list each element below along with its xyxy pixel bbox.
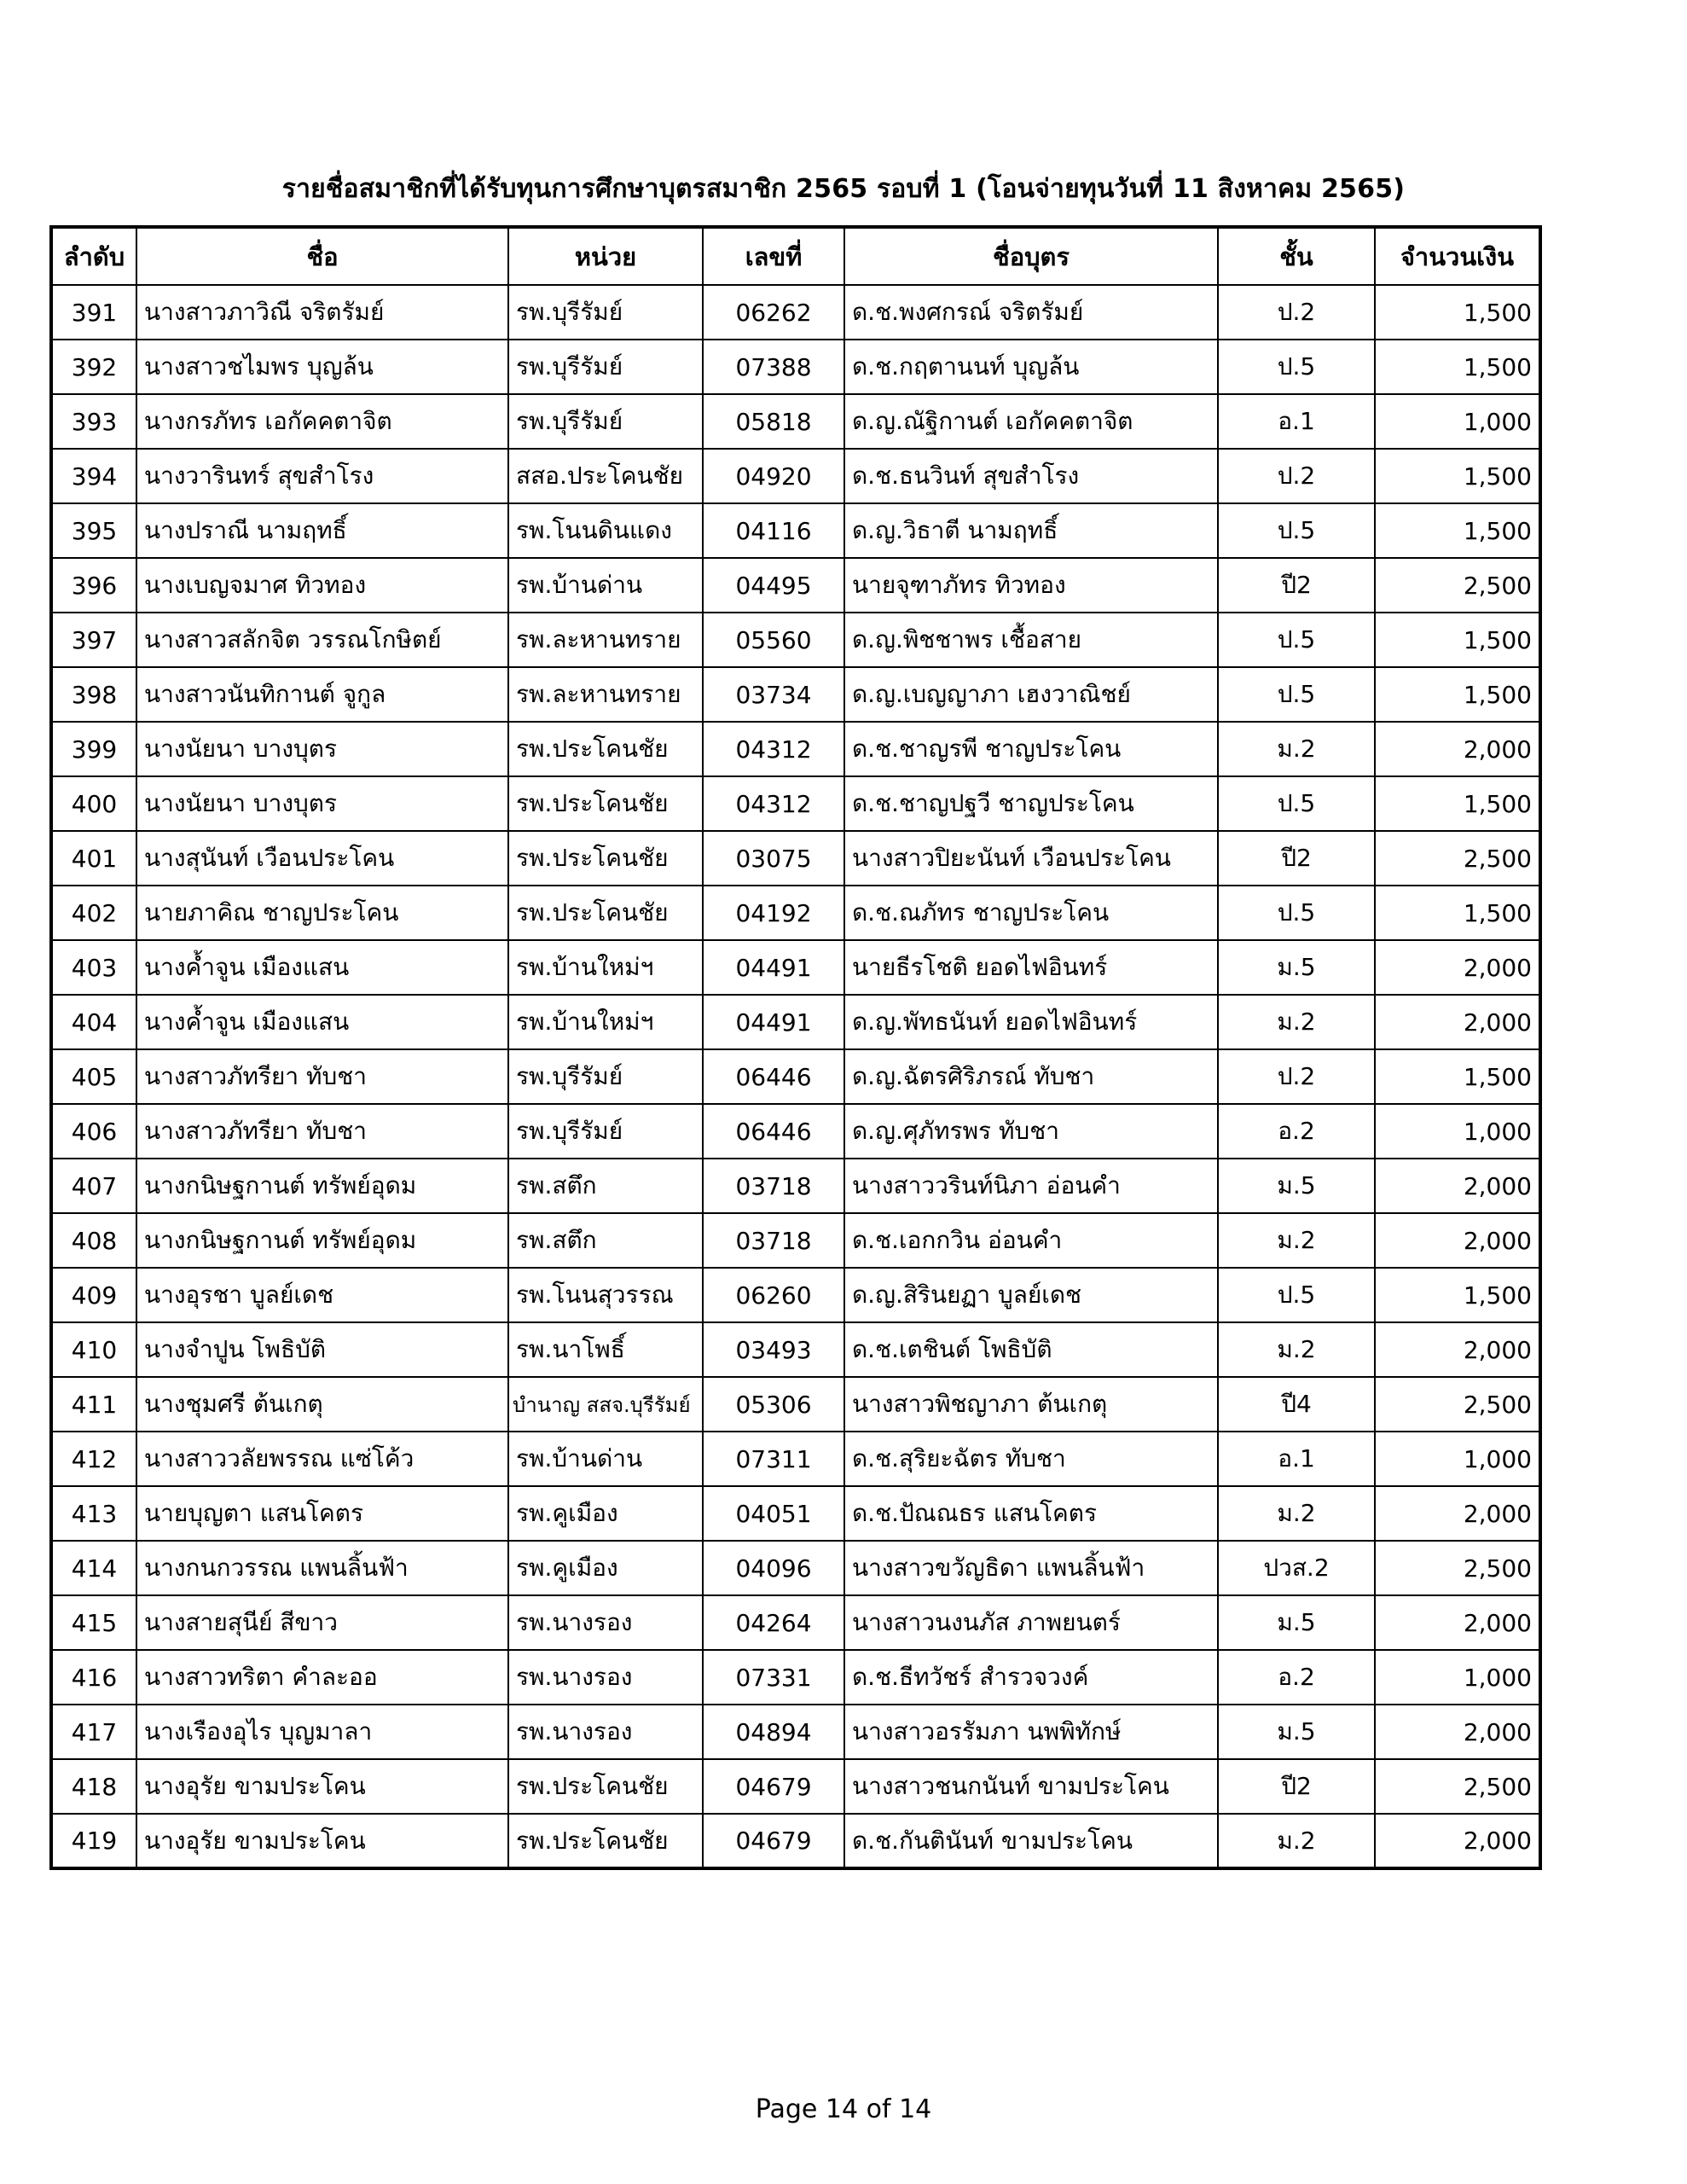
cell-grade: ป.5 (1218, 613, 1375, 667)
table-row (51, 831, 1540, 886)
cell-seq: 412 (51, 1432, 136, 1486)
cell-unit: บำนาญ สสจ.บุรีรัมย์ (508, 1377, 703, 1432)
cell-amount: 1,500 (1375, 285, 1540, 340)
cell-grade: ม.5 (1218, 1159, 1375, 1213)
cell-member-name: นางจำปูน โพธิบัติ (136, 1322, 508, 1377)
cell-child-name: ด.ช.พงศกรณ์ จริตรัมย์ (844, 285, 1218, 340)
cell-child-name: นางสาวปิยะนันท์ เวือนประโคน (844, 831, 1218, 886)
cell-member-name: นางสาวสลักจิต วรรณโกษิตย์ (136, 613, 508, 667)
cell-amount: 1,500 (1375, 613, 1540, 667)
header-seq: ลำดับ (51, 227, 136, 285)
cell-amount: 2,500 (1375, 1759, 1540, 1814)
cell-unit: รพ.นางรอง (508, 1705, 703, 1759)
table-row (51, 285, 1540, 340)
cell-seq: 413 (51, 1486, 136, 1541)
cell-amount: 1,500 (1375, 776, 1540, 831)
table-header-row (51, 227, 1540, 285)
cell-unit: รพ.โนนดินแดง (508, 503, 703, 558)
cell-seq: 396 (51, 558, 136, 613)
cell-unit: รพ.ประโคนชัย (508, 1814, 703, 1868)
cell-seq: 407 (51, 1159, 136, 1213)
cell-unit: รพ.ประโคนชัย (508, 886, 703, 940)
cell-member-name: นางอุรัย ขามประโคน (136, 1759, 508, 1814)
cell-grade: ป.5 (1218, 340, 1375, 394)
cell-member-number: 04679 (703, 1759, 844, 1814)
cell-member-name: นางเรืองอุไร บุญมาลา (136, 1705, 508, 1759)
cell-member-name: นางกรภัทร เอกัคคตาจิต (136, 394, 508, 449)
cell-unit: รพ.สตึก (508, 1159, 703, 1213)
header-amount: จำนวนเงิน (1375, 227, 1540, 285)
cell-grade: ม.2 (1218, 1322, 1375, 1377)
cell-member-name: นางสายสุนีย์ สีขาว (136, 1595, 508, 1650)
table-row (51, 1541, 1540, 1595)
cell-member-number: 04051 (703, 1486, 844, 1541)
cell-member-name: นางกนกวรรณ แพนลิ้นฟ้า (136, 1541, 508, 1595)
cell-grade: ป.2 (1218, 449, 1375, 503)
cell-amount: 1,500 (1375, 1268, 1540, 1322)
cell-grade: อ.2 (1218, 1650, 1375, 1705)
cell-seq: 419 (51, 1814, 136, 1868)
cell-member-name: นางชุมศรี ต้นเกตุ (136, 1377, 508, 1432)
cell-member-number: 04192 (703, 886, 844, 940)
cell-child-name: ด.ญ.ฉัตรศิริภรณ์ ทับชา (844, 1049, 1218, 1104)
table-row (51, 558, 1540, 613)
cell-unit: รพ.ประโคนชัย (508, 1759, 703, 1814)
cell-member-name: นางอุรัย ขามประโคน (136, 1814, 508, 1868)
cell-seq: 398 (51, 667, 136, 722)
cell-amount: 2,000 (1375, 1814, 1540, 1868)
cell-grade: ป.5 (1218, 886, 1375, 940)
cell-unit: รพ.บ้านด่าน (508, 1432, 703, 1486)
cell-unit: รพ.บ้านใหม่ฯ (508, 995, 703, 1049)
cell-seq: 416 (51, 1650, 136, 1705)
cell-amount: 1,500 (1375, 1049, 1540, 1104)
cell-child-name: ด.ญ.พัทธนันท์ ยอดไฟอินทร์ (844, 995, 1218, 1049)
cell-amount: 2,000 (1375, 1213, 1540, 1268)
cell-unit: รพ.บ้านใหม่ฯ (508, 940, 703, 995)
table-row (51, 340, 1540, 394)
cell-child-name: นางสาวขวัญธิดา แพนลิ้นฟ้า (844, 1541, 1218, 1595)
cell-unit: รพ.คูเมือง (508, 1486, 703, 1541)
cell-unit: สสอ.ประโคนชัย (508, 449, 703, 503)
cell-amount: 1,500 (1375, 340, 1540, 394)
cell-child-name: นางสาวอรรัมภา นพพิทักษ์ (844, 1705, 1218, 1759)
cell-member-number: 04096 (703, 1541, 844, 1595)
cell-member-number: 03718 (703, 1213, 844, 1268)
cell-amount: 2,500 (1375, 558, 1540, 613)
cell-grade: ปวส.2 (1218, 1541, 1375, 1595)
cell-amount: 2,500 (1375, 1541, 1540, 1595)
table-row (51, 613, 1540, 667)
cell-member-number: 07311 (703, 1432, 844, 1486)
table-row (51, 1049, 1540, 1104)
table-row (51, 1159, 1540, 1213)
cell-seq: 415 (51, 1595, 136, 1650)
cell-member-number: 06262 (703, 285, 844, 340)
cell-member-number: 07388 (703, 340, 844, 394)
cell-grade: ม.2 (1218, 1213, 1375, 1268)
cell-child-name: ด.ช.ธนวินท์ สุขสำโรง (844, 449, 1218, 503)
cell-amount: 2,000 (1375, 1486, 1540, 1541)
cell-seq: 408 (51, 1213, 136, 1268)
cell-seq: 394 (51, 449, 136, 503)
cell-child-name: นางสาวชนกนันท์ ขามประโคน (844, 1759, 1218, 1814)
cell-child-name: ด.ญ.สิรินยฏา บูลย์เดช (844, 1268, 1218, 1322)
cell-unit: รพ.บุรีรัมย์ (508, 1049, 703, 1104)
cell-member-name: นางนัยนา บางบุตร (136, 776, 508, 831)
table-row (51, 394, 1540, 449)
cell-grade: ม.2 (1218, 1814, 1375, 1868)
cell-member-number: 04679 (703, 1814, 844, 1868)
cell-seq: 401 (51, 831, 136, 886)
cell-unit: รพ.นางรอง (508, 1595, 703, 1650)
table-row (51, 1759, 1540, 1814)
cell-member-number: 06446 (703, 1104, 844, 1159)
cell-grade: ป.2 (1218, 285, 1375, 340)
cell-child-name: ด.ช.กันตินันท์ ขามประโคน (844, 1814, 1218, 1868)
table-row (51, 1377, 1540, 1432)
cell-member-name: นางสาววลัยพรรณ แซ่โค้ว (136, 1432, 508, 1486)
cell-member-name: นายบุญตา แสนโคตร (136, 1486, 508, 1541)
cell-seq: 392 (51, 340, 136, 394)
cell-unit: รพ.คูเมือง (508, 1541, 703, 1595)
cell-child-name: นางสาวนงนภัส ภาพยนตร์ (844, 1595, 1218, 1650)
cell-unit: รพ.ประโคนชัย (508, 776, 703, 831)
cell-member-number: 04495 (703, 558, 844, 613)
cell-seq: 405 (51, 1049, 136, 1104)
table-row (51, 1104, 1540, 1159)
cell-seq: 402 (51, 886, 136, 940)
table-row (51, 1595, 1540, 1650)
table-row (51, 722, 1540, 776)
cell-amount: 1,000 (1375, 1432, 1540, 1486)
cell-unit: รพ.ละหานทราย (508, 613, 703, 667)
cell-unit: รพ.บุรีรัมย์ (508, 394, 703, 449)
table-row (51, 1486, 1540, 1541)
table-row (51, 1705, 1540, 1759)
cell-amount: 2,000 (1375, 1322, 1540, 1377)
table-row (51, 1650, 1540, 1705)
header-number: เลขที่ (703, 227, 844, 285)
cell-amount: 1,000 (1375, 1104, 1540, 1159)
cell-child-name: ด.ญ.เบญญาภา เฮงวาณิชย์ (844, 667, 1218, 722)
cell-amount: 2,000 (1375, 995, 1540, 1049)
cell-grade: ม.5 (1218, 1705, 1375, 1759)
cell-child-name: นางสาวพิชญาภา ต้นเกตุ (844, 1377, 1218, 1432)
cell-grade: อ.1 (1218, 394, 1375, 449)
cell-seq: 409 (51, 1268, 136, 1322)
cell-member-name: นางค้ำจูน เมืองแสน (136, 940, 508, 995)
cell-grade: อ.2 (1218, 1104, 1375, 1159)
table-row (51, 940, 1540, 995)
cell-seq: 400 (51, 776, 136, 831)
cell-child-name: นางสาววรินท์นิภา อ่อนคำ (844, 1159, 1218, 1213)
cell-grade: ป.2 (1218, 1049, 1375, 1104)
cell-amount: 2,500 (1375, 831, 1540, 886)
cell-child-name: ด.ญ.พิชชาพร เชื้อสาย (844, 613, 1218, 667)
cell-child-name: ด.ญ.ศุภัทรพร ทับชา (844, 1104, 1218, 1159)
scholarship-table (49, 225, 1542, 1870)
header-unit: หน่วย (508, 227, 703, 285)
cell-amount: 1,500 (1375, 667, 1540, 722)
cell-member-name: นางสาวทริตา คำละออ (136, 1650, 508, 1705)
table-row (51, 449, 1540, 503)
cell-seq: 393 (51, 394, 136, 449)
cell-member-number: 07331 (703, 1650, 844, 1705)
table-row (51, 995, 1540, 1049)
cell-amount: 2,000 (1375, 722, 1540, 776)
cell-child-name: ด.ช.ปัณณธร แสนโคตร (844, 1486, 1218, 1541)
cell-seq: 395 (51, 503, 136, 558)
cell-member-name: นางสาวภาวิณี จริตรัมย์ (136, 285, 508, 340)
cell-seq: 406 (51, 1104, 136, 1159)
cell-grade: ปี2 (1218, 831, 1375, 886)
cell-member-number: 04894 (703, 1705, 844, 1759)
cell-unit: รพ.บุรีรัมย์ (508, 1104, 703, 1159)
cell-grade: ป.5 (1218, 503, 1375, 558)
cell-member-number: 03075 (703, 831, 844, 886)
cell-unit: รพ.บุรีรัมย์ (508, 340, 703, 394)
cell-unit: รพ.ละหานทราย (508, 667, 703, 722)
cell-member-number: 05306 (703, 1377, 844, 1432)
cell-member-number: 04312 (703, 722, 844, 776)
cell-amount: 2,500 (1375, 1377, 1540, 1432)
cell-unit: รพ.นาโพธิ์ (508, 1322, 703, 1377)
cell-amount: 2,000 (1375, 940, 1540, 995)
cell-grade: ปี2 (1218, 1759, 1375, 1814)
cell-member-name: นางปราณี นามฤทธิ์ (136, 503, 508, 558)
cell-member-name: นางสาวนันทิกานต์ จูกูล (136, 667, 508, 722)
cell-member-name: นายภาคิณ ชาญประโคน (136, 886, 508, 940)
cell-member-name: นางเบญจมาศ ทิวทอง (136, 558, 508, 613)
cell-unit: รพ.สตึก (508, 1213, 703, 1268)
cell-grade: ม.2 (1218, 722, 1375, 776)
cell-grade: ปี2 (1218, 558, 1375, 613)
cell-grade: ม.2 (1218, 1486, 1375, 1541)
cell-member-number: 03718 (703, 1159, 844, 1213)
header-name: ชื่อ (136, 227, 508, 285)
table-row (51, 886, 1540, 940)
table-row (51, 1814, 1540, 1868)
cell-member-name: นางสาวภัทรียา ทับชา (136, 1049, 508, 1104)
cell-member-number: 04264 (703, 1595, 844, 1650)
cell-amount: 1,500 (1375, 503, 1540, 558)
cell-unit: รพ.ประโคนชัย (508, 722, 703, 776)
cell-child-name: ด.ช.เตชินต์ โพธิบัติ (844, 1322, 1218, 1377)
table-row (51, 1268, 1540, 1322)
cell-grade: ป.5 (1218, 667, 1375, 722)
cell-seq: 397 (51, 613, 136, 667)
cell-member-number: 04920 (703, 449, 844, 503)
cell-member-number: 03734 (703, 667, 844, 722)
table-row (51, 1322, 1540, 1377)
cell-amount: 2,000 (1375, 1705, 1540, 1759)
cell-amount: 1,000 (1375, 1650, 1540, 1705)
cell-grade: อ.1 (1218, 1432, 1375, 1486)
cell-unit: รพ.โนนสุวรรณ (508, 1268, 703, 1322)
cell-grade: ป.5 (1218, 776, 1375, 831)
cell-seq: 417 (51, 1705, 136, 1759)
cell-amount: 1,000 (1375, 394, 1540, 449)
table-row (51, 1213, 1540, 1268)
cell-unit: รพ.บ้านด่าน (508, 558, 703, 613)
cell-child-name: ด.ช.กฤตานนท์ บุญล้น (844, 340, 1218, 394)
cell-grade: ม.5 (1218, 1595, 1375, 1650)
cell-child-name: ด.ญ.วิธาตี นามฤทธิ์ (844, 503, 1218, 558)
cell-child-name: ด.ช.เอกกวิน อ่อนคำ (844, 1213, 1218, 1268)
table-row (51, 1432, 1540, 1486)
page-title: รายชื่อสมาชิกที่ได้รับทุนการศึกษาบุตรสมาชิก 2565 รอบที่ 1 (โอนจ่ายทุนวันที่ 11 สิงหาคม 2565) (281, 174, 1406, 204)
cell-grade: ม.2 (1218, 995, 1375, 1049)
cell-child-name: ด.ช.ชาญปฐวี ชาญประโคน (844, 776, 1218, 831)
cell-member-name: นางกนิษฐกานต์ ทรัพย์อุดม (136, 1159, 508, 1213)
cell-member-name: นางอุรชา บูลย์เดช (136, 1268, 508, 1322)
cell-seq: 399 (51, 722, 136, 776)
cell-member-name: นางสุนันท์ เวือนประโคน (136, 831, 508, 886)
cell-unit: รพ.นางรอง (508, 1650, 703, 1705)
page-footer: Page 14 of 14 (755, 2094, 932, 2124)
cell-member-name: นางวารินทร์ สุขสำโรง (136, 449, 508, 503)
cell-seq: 411 (51, 1377, 136, 1432)
cell-grade: ปี4 (1218, 1377, 1375, 1432)
cell-seq: 414 (51, 1541, 136, 1595)
cell-member-number: 04491 (703, 995, 844, 1049)
cell-seq: 391 (51, 285, 136, 340)
cell-amount: 2,000 (1375, 1595, 1540, 1650)
cell-member-number: 04491 (703, 940, 844, 995)
cell-seq: 418 (51, 1759, 136, 1814)
cell-member-number: 05818 (703, 394, 844, 449)
cell-amount: 2,000 (1375, 1159, 1540, 1213)
cell-member-number: 06260 (703, 1268, 844, 1322)
cell-member-name: นางค้ำจูน เมืองแสน (136, 995, 508, 1049)
cell-member-name: นางกนิษฐกานต์ ทรัพย์อุดม (136, 1213, 508, 1268)
cell-child-name: นายจุฑาภัทร ทิวทอง (844, 558, 1218, 613)
cell-grade: ป.5 (1218, 1268, 1375, 1322)
cell-child-name: ด.ช.สุริยะฉัตร ทับชา (844, 1432, 1218, 1486)
cell-child-name: ด.ช.ชาญรพี ชาญประโคน (844, 722, 1218, 776)
cell-child-name: ด.ญ.ณัฐิกานต์ เอกัคคตาจิต (844, 394, 1218, 449)
cell-member-number: 05560 (703, 613, 844, 667)
header-grade: ชั้น (1218, 227, 1375, 285)
cell-member-name: นางนัยนา บางบุตร (136, 722, 508, 776)
cell-member-name: นางสาวชไมพร บุญล้น (136, 340, 508, 394)
cell-amount: 1,500 (1375, 449, 1540, 503)
cell-child-name: ด.ช.ณภัทร ชาญประโคน (844, 886, 1218, 940)
cell-member-number: 03493 (703, 1322, 844, 1377)
table-row (51, 667, 1540, 722)
cell-child-name: ด.ช.ธีทวัชร์ สำรวจวงค์ (844, 1650, 1218, 1705)
cell-seq: 404 (51, 995, 136, 1049)
table-row (51, 503, 1540, 558)
cell-grade: ม.5 (1218, 940, 1375, 995)
cell-unit: รพ.บุรีรัมย์ (508, 285, 703, 340)
cell-amount: 1,500 (1375, 886, 1540, 940)
cell-member-number: 04116 (703, 503, 844, 558)
cell-member-number: 04312 (703, 776, 844, 831)
cell-seq: 403 (51, 940, 136, 995)
table-body (51, 285, 1540, 1868)
cell-seq: 410 (51, 1322, 136, 1377)
cell-unit: รพ.ประโคนชัย (508, 831, 703, 886)
cell-member-name: นางสาวภัทรียา ทับชา (136, 1104, 508, 1159)
table-row (51, 776, 1540, 831)
cell-child-name: นายธีรโชติ ยอดไฟอินทร์ (844, 940, 1218, 995)
header-child: ชื่อบุตร (844, 227, 1218, 285)
cell-member-number: 06446 (703, 1049, 844, 1104)
